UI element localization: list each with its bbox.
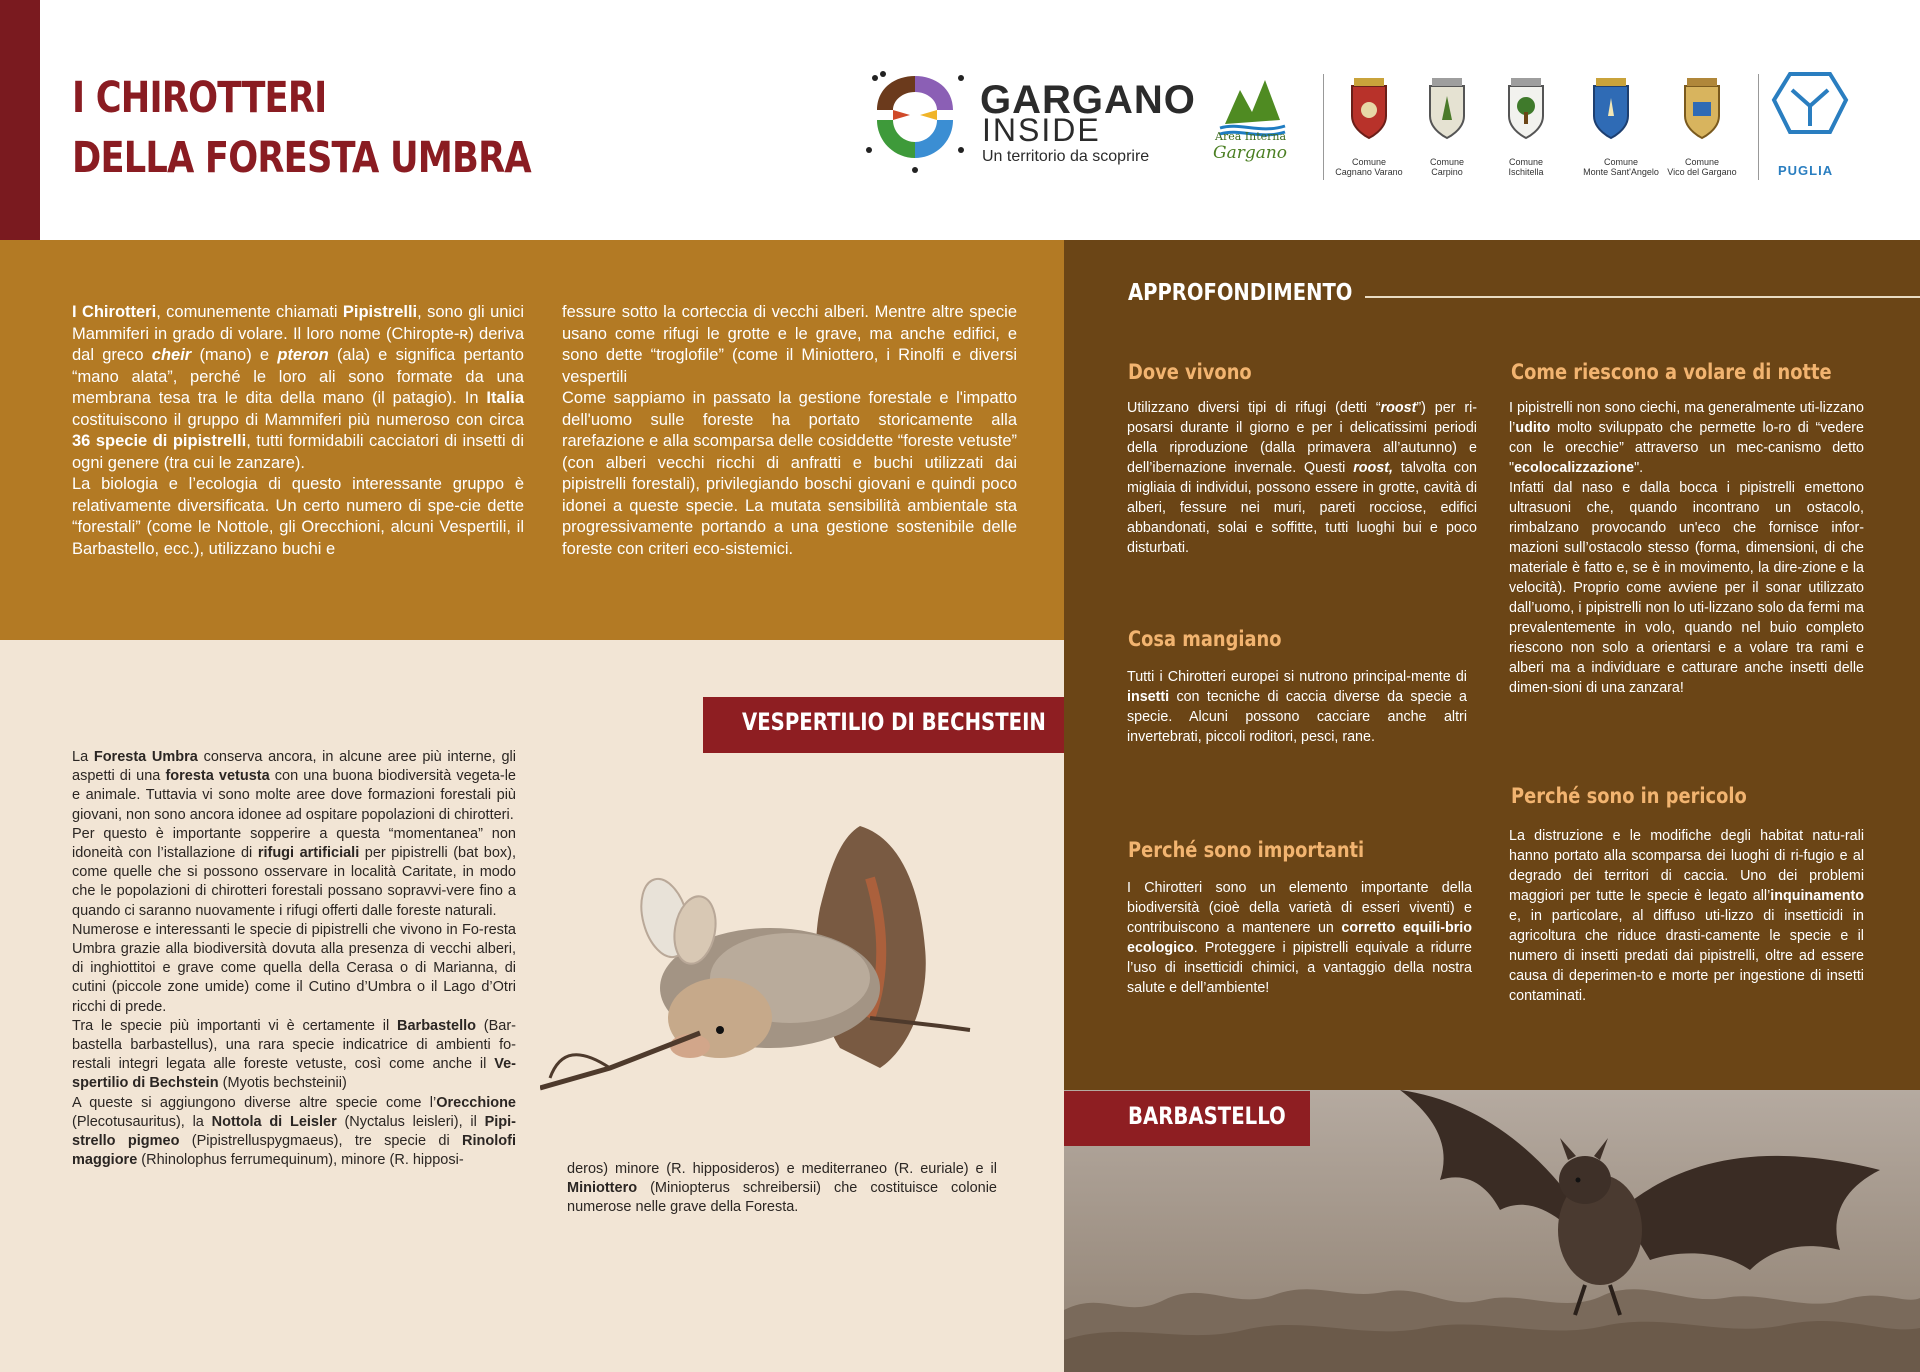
- bechstein-bat-illustration: [540, 818, 1060, 1118]
- intro-paragraph: La biologia e l’ecologia di questo interessante gruppo è relativamente diversificata. Un certo numero di spe-cie dette “forestali” (come le Nottole, gli Orecchioni, alcuni Vespertili, il Barbastello, ecc.), utilizzano buchi e: [72, 475, 524, 558]
- area-interna-label: Area Interna: [1215, 130, 1287, 143]
- vespertilio-banner-title: VESPERTILIO DI BECHSTEIN: [742, 708, 1046, 736]
- brand-sub: INSIDE: [982, 112, 1101, 148]
- approfondimento-heading: APPROFONDIMENTO: [1128, 280, 1353, 306]
- crest-label-ischitella: Comune Ischitella: [1508, 157, 1544, 177]
- crest-carpino-icon: [1424, 76, 1470, 142]
- section-body-cosa: Tutti i Chirotteri europei si nutrono principal-mente di insetti con tecniche di caccia diverse da specie a specie. Alcuni possono cacciare anche altri invertebrati, piccoli roditori, pesci, rane.: [1127, 669, 1467, 745]
- area-interna-script: Gargano: [1213, 143, 1288, 163]
- brand-tagline: Un territorio da scoprire: [982, 148, 1150, 165]
- region-label: PUGLIA: [1778, 163, 1834, 178]
- crest-label-vico: Comune Vico del Gargano: [1667, 157, 1737, 177]
- page-title-line1: I CHIROTTERI: [72, 73, 327, 123]
- crest-vico-icon: [1679, 76, 1725, 142]
- area-interna-logo-icon: [1210, 72, 1320, 182]
- page-title-line2: DELLA FORESTA UMBRA: [72, 133, 531, 183]
- crest-label-carpino: Comune Carpino: [1429, 157, 1465, 177]
- foresta-column-1: La Foresta Umbra conserva ancora, in alcune aree più interne, gli aspetti di una foresta vetusta con una buona biodiversità vegeta-le e animale. Tuttavia vi sono molte aree dove formazioni forestali più giovani, non sono ancora idonee ad ospitare popolazioni di chirotteri. Per questo è importante sopperire a questa “momentanea” non idoneità con l’istallazione di rifugi artificiali per pipistrelli (bat box), come quelle che si possono osservare in località Caritate, in modo che le popolazioni di chirotteri forestali possano sopravvi-vere fino a quando ci saranno nuovamente i rifugi offerti dalle foreste naturali. Numerose e interessanti le specie di pipistrelli che vivono in Fo-resta Umbra grazie alla biodiversità dovuta alla presenza di vecchi alberi, di inghiottitoi e grave come quella della Cerasa o di Marianna, di cutini (piccole zone umide) come il Cutino d’Umbra o il Lago d’Otri ricchi di prede. Tra le specie più importanti vi è certamente il Barbastello (Bar-bastella barbastellus), una rara specie indicatrice di ambienti fo-restali integri legata alle foreste vetuste, così come anche il Ve-spertilio di Bechstein (Myotis bechsteinii) A queste si aggiungono diverse altre specie come l’Orecchione (Plecotusauritus), la Nottola di Leisler (Nyctalus leisleri), il Pipi-strello pigmeo (Pipistrelluspygmaeus), tre specie di Rinolofi maggiore (Rhinolophus ferrumequinum), minore (R. hipposi-: [72, 749, 517, 1169]
- section-body-perche-importanti: I Chirotteri sono un elemento importante della biodiversità (cioè della varietà di esseri viventi) e contribuiscono a mantenere un corretto equili-brio ecologico. Proteggere i pipistrelli equivale a ridurre l’uso di insetticidi chimici, a vantaggio della nostra salute e dell’ambiente!: [1127, 880, 1472, 996]
- intro-column-1: [72, 302, 524, 560]
- puglia-logo-icon: [1770, 70, 1850, 140]
- section-title-pericolo: Perché sono in pericolo: [1511, 784, 1747, 808]
- crest-ischitella-icon: [1503, 76, 1549, 142]
- crest-label-cagnano: Comune Cagnano Varano: [1335, 157, 1403, 177]
- foresta-column-2: deros) minore (R. hipposideros) e mediterraneo (R. euriale) e il Miniottero (Miniopterus schreibersii) che costituisce colonie numerose nelle grave della Foresta.: [567, 1161, 997, 1216]
- intro-column-2: [562, 302, 1017, 560]
- heading-rule: [1365, 296, 1920, 298]
- section-body-pericolo: La distruzione e le modifiche degli habitat natu-rali hanno portato alla scomparsa dei luoghi di ri-fugio e al degrado dei territori di caccia. Uno dei problemi maggiori per tutte le specie è legato all’inquinamento e, in particolare, al diffuso uti-lizzo di insetticidi in agricoltura che riduce drasti-camente le specie e il numero di insetti predati dai pipistrelli, oltre ad essere causa di deperimen-to e morte per ingestione di insetti contaminati.: [1509, 828, 1864, 1004]
- crest-label-monte-santangelo: Comune Monte Sant'Angelo: [1583, 157, 1659, 177]
- intro-paragraph: fessure sotto la corteccia di vecchi alberi. Mentre altre specie usano come rifugi le grotte e le grave, ma anche edifici, e sono dette “troglofile” (come il Miniottero, i Rinolfi e diversi vespertili: [562, 303, 1017, 386]
- crest-monte-santangelo-icon: [1588, 76, 1634, 142]
- section-body-dove: Utilizzano diversi tipi di rifugi (detti “roost”) per ri-posarsi durante il giorno e per i delicatissimi periodi della riproduzione (dalla primavera all’autunno) e dell’ibernazione invernale. Questi roost, talvolta con migliaia di individui, possono essere in grotte, cavità di alberi, fessure nei muri, pareti rocciose, edifici abbandonati, solai e soffitte, tutti luoghi bui e poco disturbati.: [1127, 400, 1478, 556]
- brand-name: GARGANO: [980, 78, 1196, 122]
- intro-paragraph: I Chirotteri, comunemente chiamati Pipistrelli, sono gli unici Mammiferi in grado di volare. Il loro nome (Chiropte-ʀ) deriva dal greco cheir (mano) e pteron (ala) e significa pertanto “mano alata”, perché le loro ali sono formate da una membrana tesa tra le dita della mano (il patagio). In Italia costituiscono il gruppo di Mammiferi più numeroso con circa 36 specie di pipistrelli, tutti formidabili cacciatori di insetti di ogni genere (tra cui le zanzare).: [72, 303, 525, 472]
- section-title-dove: Dove vivono: [1128, 360, 1252, 384]
- crest-cagnano-icon: [1346, 76, 1392, 142]
- section-title-come: Come riescono a volare di notte: [1511, 360, 1832, 384]
- barbastello-bat-illustration: [1380, 1060, 1900, 1340]
- divider: [1758, 74, 1759, 180]
- section-title-cosa: Cosa mangiano: [1128, 627, 1282, 651]
- section-title-perche-importanti: Perché sono importanti: [1128, 838, 1365, 862]
- barbastello-banner-title: BARBASTELLO: [1128, 1102, 1286, 1130]
- title-accent-bar: [0, 0, 40, 240]
- section-body-come: I pipistrelli non sono ciechi, ma generalmente uti-lizzano l’udito molto sviluppato che permette lo-ro di “vedere con le orecchie” attraverso un mec-canismo detto "ecolocalizzazione". Infatti dal naso e dalla bocca i pipistrelli emettono ultrasuoni che, quando incontrano un ostacolo, rimbalzano provocando un'eco che fornisce infor-mazioni sull’ostacolo stesso (forma, dimensioni, di che materiale è fatto e, se è in movimento, la dire-zione e la velocità). Proprio come avviene per il sonar utilizzato dall’uomo, i pipistrelli non lo uti-lizzano solo da fermi ma prevalentemente in volo, quando nel buio completo riescono non solo a orientarsi e a volare tra rami e alberi ma a individuare e catturare anche insetti delle dimen-sioni di una zanzara!: [1509, 400, 1864, 696]
- intro-paragraph: Come sappiamo in passato la gestione forestale e l'impatto dell'uomo sulle foreste ha portato storicamente alla rarefazione e alla scomparsa delle cosiddette “foreste vetuste” (con alberi vecchi ricchi di anfratti e buchi utilizzati dai pipistrelli forestali), privilegiando boschi giovani e quindi poco idonei a queste specie. La mutata sensibilità ambientale sta progressivamente portando a una gestione sostenibile delle foreste con criteri eco-sistemici.: [562, 389, 1017, 558]
- page-title: [72, 68, 531, 188]
